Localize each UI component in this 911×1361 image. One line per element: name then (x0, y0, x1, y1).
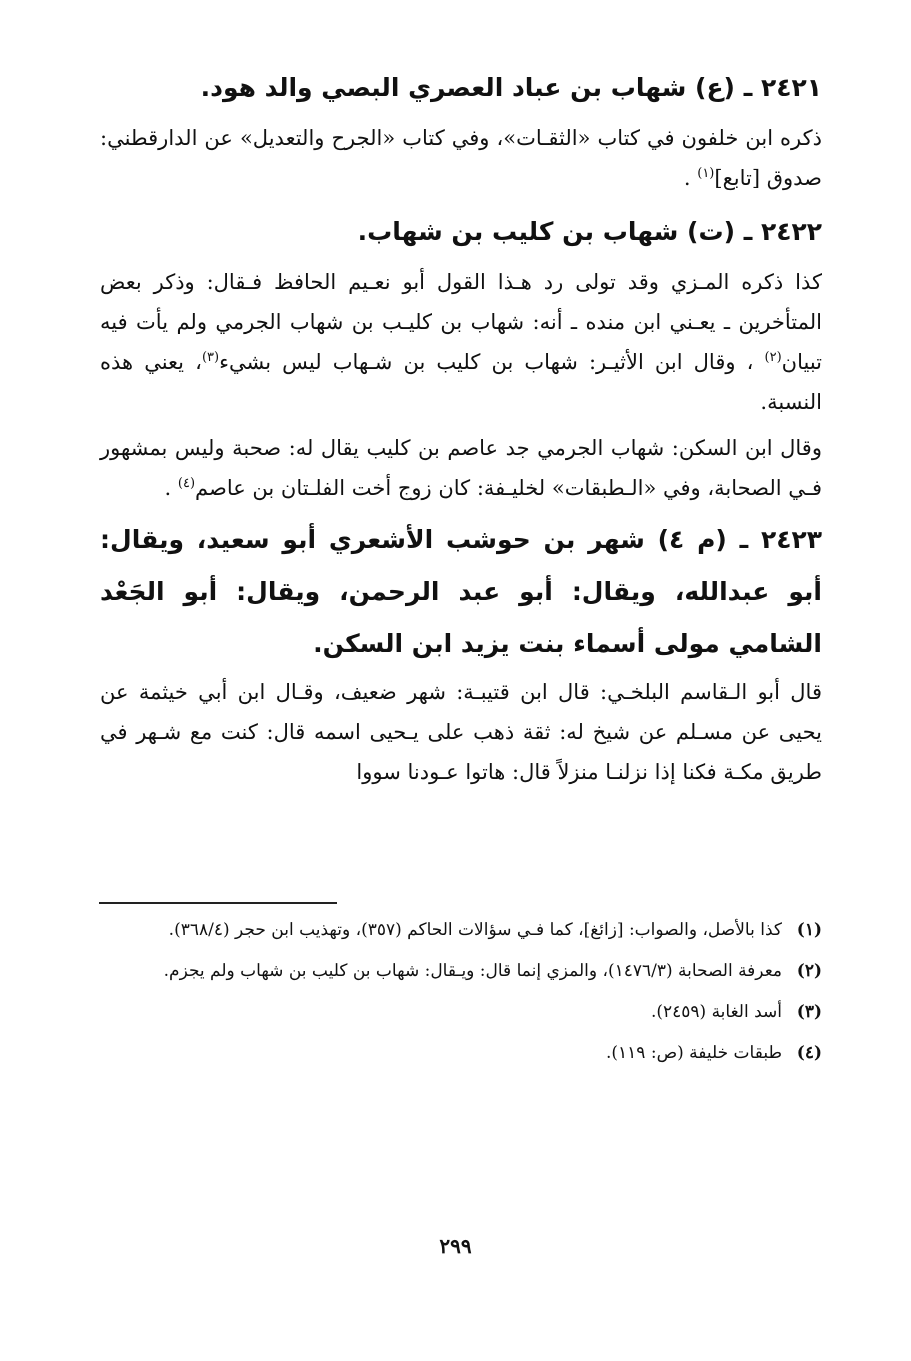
footnote-number: (١) (796, 920, 822, 940)
footnote-text: معرفة الصحابة (١٤٧٦/٣)، والمزي إنما قال: ويـقال: شهاب بن كليب بن شهاب ولم يجزم. (163, 961, 782, 981)
footnote-3 (100, 994, 822, 1031)
footnote-ref-2: (٢) (764, 350, 782, 365)
footnote-divider (99, 902, 337, 904)
footnote-ref-1: (١) (697, 166, 715, 181)
footnotes (100, 912, 822, 1076)
footnote-2 (100, 953, 822, 990)
entry-title-2422: ٢٤٢٢ ـ (ت) شهاب بن كليب بن شهاب. (357, 217, 822, 246)
footnote-ref-4: (٤) (177, 476, 196, 491)
footnote-text: طبقات خليفة (ص: ١١٩). (605, 1043, 782, 1063)
entry-title-2423: ٢٤٢٣ ـ (م ٤) شهر بن حوشب الأشعري أبو سعيد، ويقال: أبو عبدالله، ويقال: أبو عبد الرحمن، ويقال: أبو الجَعْد الشامي مولى أسماء بنت يزيد ابن السكن. (100, 525, 823, 658)
footnote-text: كذا بالأصل، والصواب: [زائغ]، كما فـي سؤالات الحاكم (٣٥٧)، وتهذيب ابن حجر (٣٦٨/٤). (168, 920, 782, 940)
entry-2423-paragraph: قال أبو الـقاسم البلخـي: قال ابن قتيبـة: شهر ضعيف، وقـال ابن أبي خيثمة عن يحيى عن مسـلم عن شيخ له: ثقة ذهب على يـحيى اسمه قال: كنت مع شـهر في طريق مكـة فكنا إذا نزلنـا منزلاً قال: هاتوا عـودنا سووا (100, 680, 822, 784)
footnote-text: أسد الغابة (٢٤٥٩). (650, 1002, 782, 1022)
entry-2422-paragraph-1: كذا ذكره المـزي وقد تولى رد هـذا القول أبو نعـيم الحافظ فـقال: وذكر بعض المتأخرين ـ يعـني ابن منده ـ أنه: شهاب بن كليـب بن شهاب الجرمي ولم يأت فيه تبيان$^{(٢)}$ ، وقال ابن الأثيـر: شهاب بن كليب بن شـهاب ليس بشيء$^{(٣)}$، يعني هذه النسبة. (100, 270, 823, 414)
entry-2421-paragraph: ذكره ابن خلفون في كتاب «الثقـات»، وفي كتاب «الجرح والتعديل» عن الدارقطني: صدوق [تابع]$^{(١)}$ . (100, 126, 822, 190)
entry-2422-paragraph-2: وقال ابن السكن: شهاب الجرمي جد عاصم بن كليب يقال له: صحبة وليس بمشهور فـي الصحابة، وفي «الـطبقات» لخليـفة: كان زوج أخت الفلـتان بن عاصم$^{(٤)}$ . (100, 436, 822, 500)
footnote-number: (٣) (796, 1002, 822, 1022)
footnote-ref-3: (٣) (201, 350, 220, 365)
page-number: ٢٩٩ (439, 1234, 472, 1258)
main-text (100, 60, 822, 798)
footnote-1 (100, 912, 822, 949)
footnote-4 (100, 1035, 822, 1072)
entry-title-2421: ٢٤٢١ ـ (ع) شهاب بن عباد العصري البصي والد هود. (200, 73, 822, 102)
footnote-number: (٤) (796, 1043, 822, 1063)
footnote-number: (٢) (796, 961, 822, 981)
